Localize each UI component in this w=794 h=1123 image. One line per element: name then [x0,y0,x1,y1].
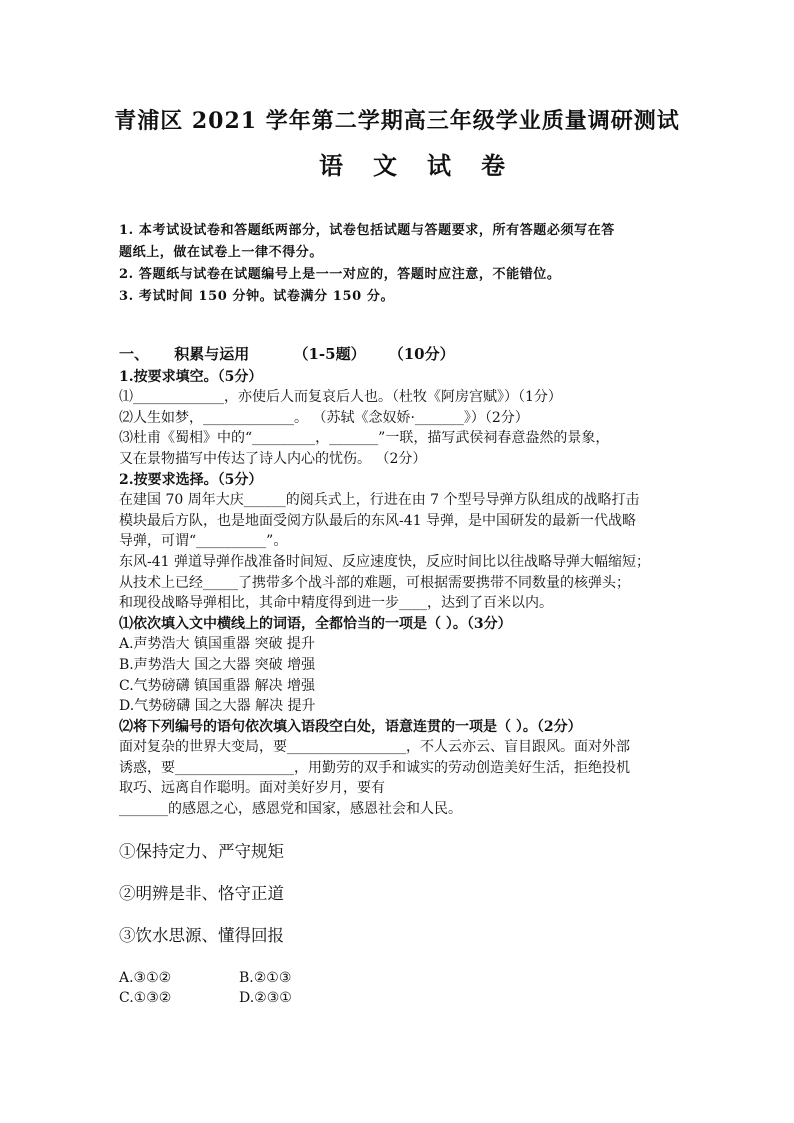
section-range: （1-5题） [293,345,366,363]
q2-sub2-passage-line: 诱惑，要_________________，用勤劳的双手和诚实的劳动创造美好生活，拒绝投机 [119,759,630,776]
q2-sub1-heading: ⑴依次填入文中横线上的词语，全都恰当的一项是（ ）。（3分） [119,615,512,632]
q2-heading: 2.按要求选择。（5分） [119,471,263,488]
section-name: 积累与运用 [174,345,250,363]
q1-heading: 1.按要求填空。（5分） [119,368,263,385]
exam-body [119,344,679,1009]
q2-passage-line: 东风-41 弹道导弹作战准备时间短、反应速度快，反应时间比以往战略导弹大幅缩短； [119,553,650,570]
q1-line: ⑴_____________，亦使后人而复哀后人也。（杜牧《阿房宫赋》）（1分） [119,389,562,406]
exam-title: 青浦区 2021 学年第二学期高三年级学业质量调研测试 [114,108,680,134]
q2-passage-line: 导弹，可谓“__________”。 [119,533,288,550]
note-line: 题纸上，做在试卷上一律不得分。 [119,245,324,260]
choice-b: B.②①③ [239,969,292,986]
choice-d: D.②③① [239,990,292,1007]
q2-sub2-item: ①保持定力、严守规矩 [119,841,284,861]
q2-sub2-passage-line: 面对复杂的世界大变局，要_________________，不人云亦云、盲目跟风。面对外部 [119,739,630,756]
q1-line: 又在景物描写中传达了诗人内心的忧伤。 （2分） [119,450,427,467]
section-number: 一、 [119,345,150,363]
q2-passage-line: 和现役战略导弹相比，其命中精度得到进一步____，达到了百米以内。 [119,595,553,612]
q2-sub1-option: C.气势磅礴 镇国重器 解决 增强 [119,677,316,694]
choice-a: A.③①② [119,969,172,986]
note-line: 1. 本考试设试卷和答题纸两部分，试卷包括试题与答题要求，所有答题必须写在答 [119,223,615,238]
exam-subtitle: 语文试卷 [319,151,535,180]
section-heading [119,344,679,365]
q1-line: ⑵人生如梦，_____________。 （苏轼《念奴娇·_______》）（2分） [119,409,529,426]
choice-row [119,968,679,989]
section-score: （10分） [388,345,455,363]
q2-passage-line: 在建国 70 周年大庆______的阅兵式上，行进在由 7 个型号导弹方队组成的战略打击 [119,492,640,509]
q2-passage-line: 从技术上已经_____了携带多个战斗部的难题，可根据需要携带不同数量的核弹头； [119,574,630,591]
q2-sub1-option: B.声势浩大 国之大器 突破 增强 [119,656,316,673]
q2-sub2-passage-line: _______的感恩之心，感恩党和国家，感恩社会和人民。 [119,801,462,818]
choice-row [119,988,679,1009]
q2-sub2-item: ③饮水思源、懂得回报 [119,925,284,945]
q2-sub2-item: ②明辨是非、恪守正道 [119,883,284,903]
q2-sub2-choices [119,968,679,1009]
q1-line: ⑶杜甫《蜀相》中的“_________，_______”一联，描写武侯祠春意盎然的景象， [119,430,610,447]
q2-sub1-option: D.气势磅礴 国之大器 解决 提升 [119,698,316,715]
q2-sub2-passage-line: 取巧、远离自作聪明。面对美好岁月，要有 [119,780,385,797]
exam-notes [119,220,679,308]
q2-passage-line: 模块最后方队，也是地面受阅方队最后的东风-41 导弹，是中国研发的最新一代战略 [119,512,636,529]
note-line: 3. 考试时间 150 分钟。试卷满分 150 分。 [119,289,395,304]
note-line: 2. 答题纸与试卷在试题编号上是一一对应的，答题时应注意，不能错位。 [119,267,561,282]
q2-sub1-option: A.声势浩大 镇国重器 突破 提升 [119,636,315,653]
q2-sub2-heading: ⑵将下列编号的语句依次填入语段空白处，语意连贯的一项是（ ）。（2分） [119,718,582,735]
choice-c: C.①③② [119,990,172,1007]
